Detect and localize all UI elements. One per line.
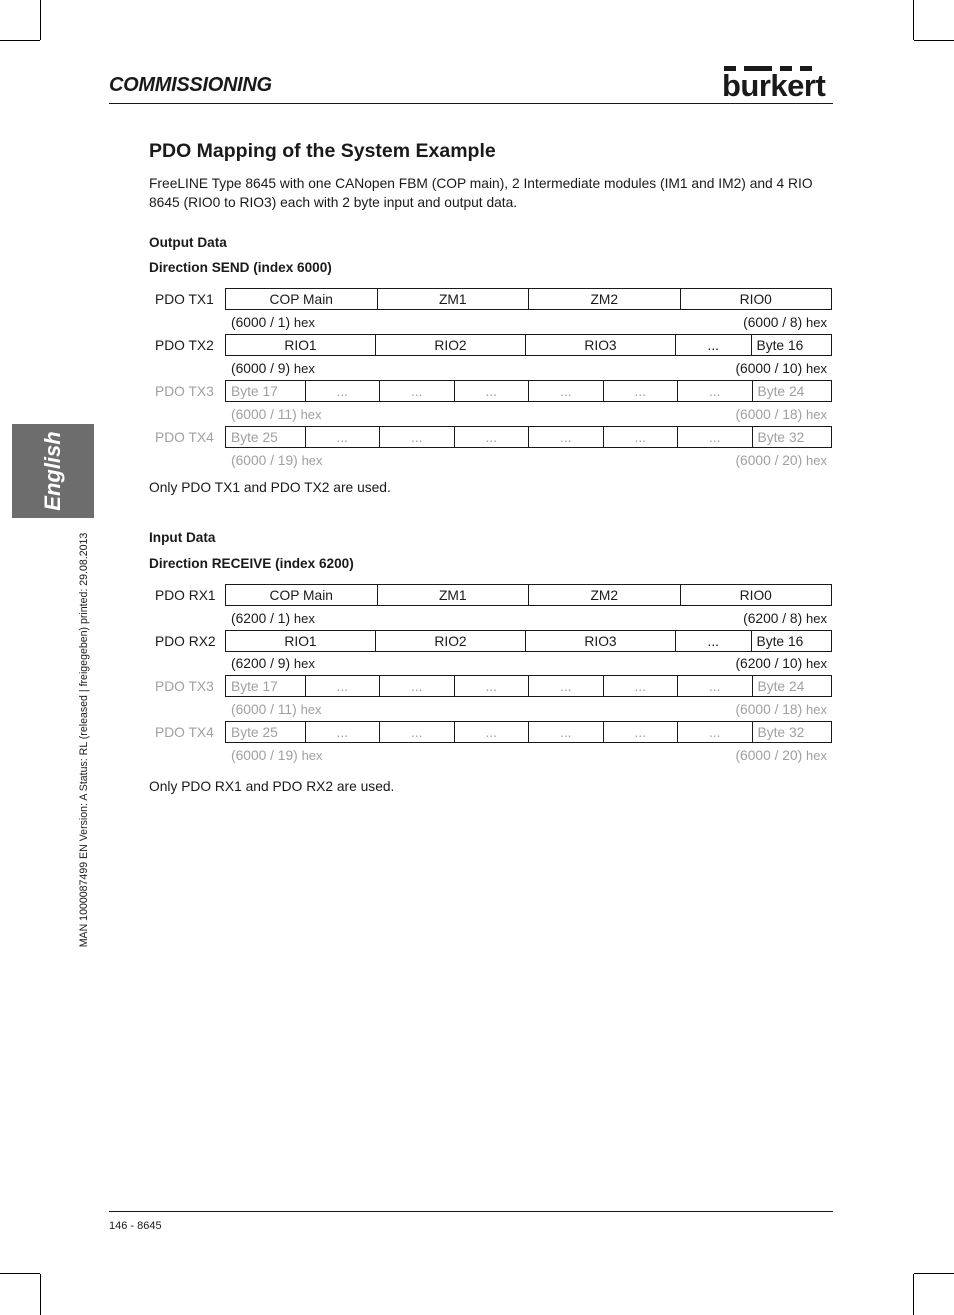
pdo-cell: ZM1 [378, 585, 530, 605]
crop-mark [914, 1273, 954, 1274]
pdo-cell: ... [455, 722, 530, 742]
language-tab-label: English [40, 431, 65, 511]
footer-rule [109, 1211, 833, 1212]
pdo-row-label: PDO TX2 [155, 338, 214, 353]
input-note: Only PDO RX1 and PDO RX2 are used. [149, 779, 395, 794]
pdo-cell: COP Main [226, 585, 378, 605]
pdo-cell: Byte 24 [757, 678, 805, 694]
index-left: (6000 / 9) hex [231, 361, 315, 376]
pdo-cell: ... [306, 722, 381, 742]
pdo-cell: Byte 32 [757, 429, 805, 445]
index-left: (6000 / 11) hex [231, 702, 322, 717]
index-right: (6000 / 8) hex [743, 315, 827, 330]
index-left: (6000 / 19) hex [231, 453, 323, 468]
index-right: (6200 / 8) hex [743, 611, 827, 626]
pdo-cell: ... [604, 427, 679, 447]
crop-mark [40, 1274, 41, 1315]
pdo-cell: RIO2 [376, 335, 526, 355]
crop-mark [913, 0, 914, 40]
pdo-cell: ... [678, 381, 753, 401]
pdo-cell: RIO1 [226, 335, 376, 355]
pdo-cell: ... [604, 722, 679, 742]
crop-mark [40, 0, 41, 40]
pdo-cell: RIO2 [376, 631, 526, 651]
pdo-row-label: PDO TX3 [155, 679, 214, 694]
index-right: (6000 / 20) hex [735, 748, 827, 763]
page-title: PDO Mapping of the System Example [149, 140, 496, 162]
pdo-row-label: PDO RX1 [155, 588, 216, 603]
index-right: (6000 / 10) hex [735, 361, 827, 376]
pdo-cell: ZM2 [529, 585, 681, 605]
pdo-row-tx2 [225, 334, 832, 356]
pdo-cell: RIO0 [739, 587, 772, 603]
index-right: (6000 / 18) hex [735, 702, 827, 717]
pdo-cell: ... [306, 381, 381, 401]
pdo-row-rx2 [225, 630, 832, 652]
output-direction: Direction SEND (index 6000) [149, 260, 332, 275]
pdo-cell: RIO3 [526, 631, 676, 651]
pdo-cell: ... [529, 722, 604, 742]
index-left: (6200 / 1) hex [231, 611, 315, 626]
pdo-cell: ... [380, 427, 455, 447]
pdo-row-label: PDO TX4 [155, 725, 214, 740]
intro-paragraph: FreeLINE Type 8645 with one CANopen FBM (COP main), 2 Intermediate modules (IM1 and IM2) and 4 RIO 8645 (RIO0 to RIO3) each with 2 byte input and output data. [149, 176, 813, 210]
index-left: (6000 / 1) hex [231, 315, 315, 330]
pdo-cell: ... [678, 676, 753, 696]
pdo-cell: ... [306, 676, 381, 696]
pdo-cell: ... [604, 676, 679, 696]
document-side-note: MAN 1000087499 EN Version: A Status: RL (released | freigegeben) printed: 29.08.2013 [78, 532, 90, 948]
pdo-cell: ... [529, 427, 604, 447]
pdo-row-tx1 [225, 288, 832, 310]
pdo-row-tx4 [225, 721, 832, 743]
crop-mark [0, 1273, 40, 1274]
pdo-cell: ... [678, 722, 753, 742]
pdo-cell: ZM2 [529, 289, 681, 309]
pdo-cell: ... [306, 427, 381, 447]
index-left: (6000 / 11) hex [231, 407, 322, 422]
pdo-cell: Byte 25 [226, 722, 306, 742]
pdo-cell: ... [455, 427, 530, 447]
pdo-cell: Byte 32 [757, 724, 805, 740]
index-right: (6000 / 18) hex [735, 407, 827, 422]
pdo-row-rx1 [225, 584, 832, 606]
pdo-cell: Byte 16 [756, 337, 804, 353]
pdo-row-tx3 [225, 380, 832, 402]
index-right: (6000 / 20) hex [735, 453, 827, 468]
pdo-row-label: PDO RX2 [155, 634, 216, 649]
pdo-row-label: PDO TX1 [155, 292, 214, 307]
pdo-cell: ... [380, 722, 455, 742]
pdo-cell: ... [604, 381, 679, 401]
output-note: Only PDO TX1 and PDO TX2 are used. [149, 480, 391, 495]
pdo-cell: Byte 16 [756, 633, 804, 649]
burkert-logo [722, 66, 832, 102]
pdo-cell: ZM1 [378, 289, 530, 309]
pdo-cell: ... [529, 381, 604, 401]
pdo-cell: Byte 17 [226, 381, 306, 401]
pdo-cell: COP Main [226, 289, 378, 309]
crop-mark [914, 40, 954, 41]
pdo-cell: RIO3 [526, 335, 676, 355]
pdo-row-label: PDO TX3 [155, 384, 214, 399]
crop-mark [0, 40, 40, 41]
input-direction: Direction RECEIVE (index 6200) [149, 556, 354, 571]
header-rule [109, 103, 833, 104]
pdo-cell: Byte 17 [226, 676, 306, 696]
pdo-cell: ... [380, 381, 455, 401]
pdo-cell: Byte 25 [226, 427, 306, 447]
pdo-cell: ... [455, 381, 530, 401]
pdo-cell: RIO1 [226, 631, 376, 651]
crop-mark [913, 1274, 914, 1315]
input-title: Input Data [149, 530, 216, 545]
pdo-cell: ... [678, 427, 753, 447]
pdo-cell: ... [529, 676, 604, 696]
logo-wordmark: burkert [722, 68, 826, 103]
page-footer: 146 - 8645 [109, 1220, 162, 1232]
pdo-cell: Byte 24 [757, 383, 805, 399]
pdo-cell: ... [676, 335, 752, 355]
pdo-cell: ... [455, 676, 530, 696]
index-left: (6000 / 19) hex [231, 748, 323, 763]
pdo-cell: RIO0 [739, 291, 772, 307]
pdo-row-tx3 [225, 675, 832, 697]
pdo-cell: ... [380, 676, 455, 696]
pdo-row-label: PDO TX4 [155, 430, 214, 445]
index-right: (6200 / 10) hex [735, 656, 827, 671]
pdo-cell: ... [676, 631, 752, 651]
pdo-row-tx4 [225, 426, 832, 448]
section-title: COMMISSIONING [109, 74, 272, 96]
index-left: (6200 / 9) hex [231, 656, 315, 671]
output-title: Output Data [149, 235, 227, 250]
